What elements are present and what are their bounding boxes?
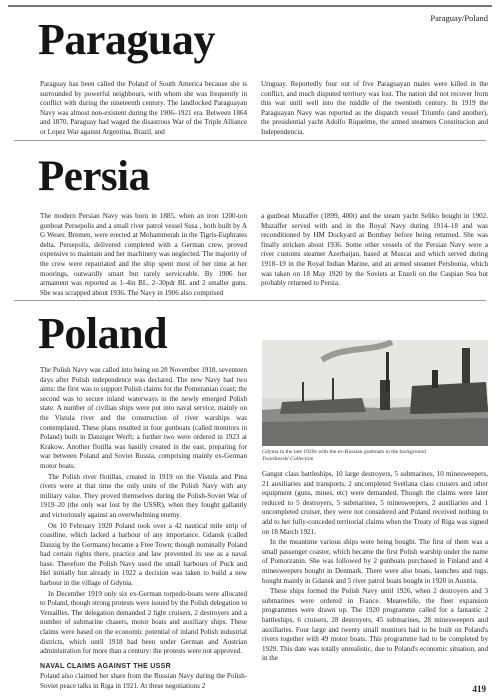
- caption-text: Gdynia in the late 1920s with the ex-Russian gunboats in the background: [262, 449, 426, 455]
- poland-paragraph-7: In the meantime various ships were being bought. The first of them was a small passenger coaster, which became the first Polish warship under the name of Pomorzanin. She was followed by 2 gunboats purchased in Finland and 4 minesweepers bought in Denmark. There were also boats, launches and tugs, bought mainly in Gdansk and 5 river patrol boats bought in 1920 in Austria.: [262, 538, 488, 585]
- section-title-persia: Persia: [38, 153, 150, 200]
- paraguay-paragraph-2: Uruguay. Reportedly four out of five Paraguayan males were killed in the conflict, and much disputed territory was lost. The nation did not recover from this war until well into the middle of the twentieth century. In 1919 the Paraguayan Navy was reported as the dispatch vessel Triumfo (and another), the presidential yacht Adolfo Riquelme, the armed steamers Constitucion and Independencia.: [261, 80, 488, 136]
- persia-column-right: [261, 212, 488, 290]
- gdynia-harbour-image: [262, 340, 488, 446]
- photo-caption: [262, 449, 488, 463]
- persia-paragraph-2: a gunboat Muzaffer (1899, 400t) and the steam yacht Seliko bought in 1902. Muzaffer served with and in the Royal Navy during 1914–18 and was reconditioned by HM Dockyard at Bombay before being returned. She was finally stricken about 1936. Some other vessels of the Persian Navy were a river customs steamer Azerbaijan, based at Muscat and which served during 1918–19 in the Royal Indian Marine, and an armed steamer Persbonia, which was taken on 18 May 1920 by the Soviets at Enzeli on the Caspian Sea but probably returned to Persia.: [261, 212, 488, 288]
- section-title-paraguay: Paraguay: [38, 15, 215, 64]
- poland-paragraph-1: The Polish Navy was called into being on 28 November 1918, seventeen days after Polish independence was declared. The new Navy had two aims: the first was to support Polish claims for the Pomeranian coast; the second was to secure inland waterways in the newly emerged Polish state. A number of civilian ships were put into naval service, mainly on the Vistula river and the construction of river warships was contemplated. These plans resulted in four gunboats (called monitors in Poland) built in Danziger Werft; a further two were ordered in 1923 at Krakow. Another flotilla was hastily created in the east, preparing for war between Poland and Soviet Russia, comprising mainly ex-German motor boats.: [40, 366, 247, 470]
- top-border-rule: [8, 5, 492, 7]
- section-divider: [14, 300, 486, 301]
- poland-subheading: NAVAL CLAIMS AGAINST THE USSR: [40, 662, 171, 670]
- paraguay-column-right: [261, 80, 488, 139]
- persia-column-left: [40, 212, 247, 299]
- section-divider: [14, 140, 486, 141]
- harbour-photograph: [262, 340, 488, 446]
- persia-paragraph-1: The modern Persian Navy was born in 1885, when an iron 1200-ton gunboat Persepolis and a small river patrol vessel Susa , both built by A G Weser, Bremen, were erected at Mohammerah in the Tigris-Euphrates delta. Persepolis, delivered completed with a German crew, proved expensive to maintain and her machinery was neglected. The majority of the crew were repatriated and the ship spent most of her time at her moorings, outwardly smart but rarely serviceable. By 1906 her armament was reported as 1–4in BL, 2–30pdr BL and 2 smaller guns. She was scrapped about 1936. The Navy in 1906 also comprised: [40, 212, 247, 297]
- paraguay-paragraph-1: Paraguay has been called the Poland of South America because she is surrounded by powerful neighbours, with whom she was frequently in conflict with during the nineteenth century. The landlocked Paraguayan Navy was almost non-existent during the 1906–1921 era. Between 1864 and 1870, Paraguay had waged the disastrous War of the Triple Alliance or Lopez War against Argentina, Brazil, and: [40, 80, 247, 136]
- caption-credit: Twardowski Collection: [262, 456, 314, 462]
- paraguay-column-left: [40, 80, 247, 139]
- poland-paragraph-6: Gangut class battleships, 10 large destroyers, 5 submarines, 10 minesweepers, 21 auxiliaries and transports, 2 uncompleted Svetlana class cruisers and other equipment (guns, mines, etc) were demanded. Though the claims were later reduced to 5 destroyers, 5 submarines, 5 minesweepers, 2 auxiliaries and 1 uncompleted cruiser, they were not considered and Poland received nothing to add to her fully-conceded territorial claims when the Treaty of Riga was signed on 18 March 1921.: [262, 470, 488, 536]
- poland-paragraph-3: On 10 February 1920 Poland took over a 42 nautical mile strip of coastline, which lacked a harbour of any importance. Gdansk (called Danzig by the Germans) became a Free Town; though nominally Poland had certain rights there, practice and law prevented its use as a naval base. Therefore the Polish Navy used the small harbours of Puck and Hel initially but already in 1922 a decision was taken to build a new harbour in the village of Gdynia.: [40, 521, 247, 588]
- poland-paragraph-4: In December 1919 only six ex-German torpedo-boats were allocated to Poland, though strong protests were issued by the Polish delegation to Versailles. The delegation demanded 2 light cruisers, 2 destroyers and a number of submarine chasers, motor boats and auxiliary ships. These claims were based on the economic potential of inland Polish industrial districts, which until 1918 had been under German and Austrian administration for more than a century: the protests were not approved.: [40, 589, 247, 656]
- page-number: 419: [472, 684, 486, 694]
- poland-column-right: [262, 470, 488, 665]
- poland-paragraph-8: These ships formed the Polish Navy until 1926, when 2 destroyers and 3 submarines were ordered in France. Meanwhile, the fleet expansion programmes were drawn up. The 1920 programme called for a fantastic 2 battleships, 6 cruisers, 28 destroyers, 45 submarines, 28 minesweepers and auxiliaries. Four large and twenty small monitors had to be built on Poland's rivers together with 49 motor boats. This programme had to be completed by 1929. This date was totally unrealistic, due to Poland's economic situation, and in the: [262, 587, 488, 663]
- poland-paragraph-2: The Polish river flotillas, created in 1919 on the Vistula and Pina rivers were at that time the only units of the Polish Navy with any military value. They proved themselves during the Polish-Soviet War of 1919–20 (the only war lost by the USSR), when they fought gallantly and victoriously against an overwhelming enemy.: [40, 472, 247, 519]
- poland-column-left: [40, 366, 247, 693]
- section-title-poland: Poland: [38, 309, 168, 358]
- poland-paragraph-5: Poland also claimed her share from the Russian Navy during the Polish-Soviet peace talks in Riga in 1921. At these negotiations 2: [40, 672, 247, 690]
- running-head: Paraguay/Poland: [430, 13, 488, 23]
